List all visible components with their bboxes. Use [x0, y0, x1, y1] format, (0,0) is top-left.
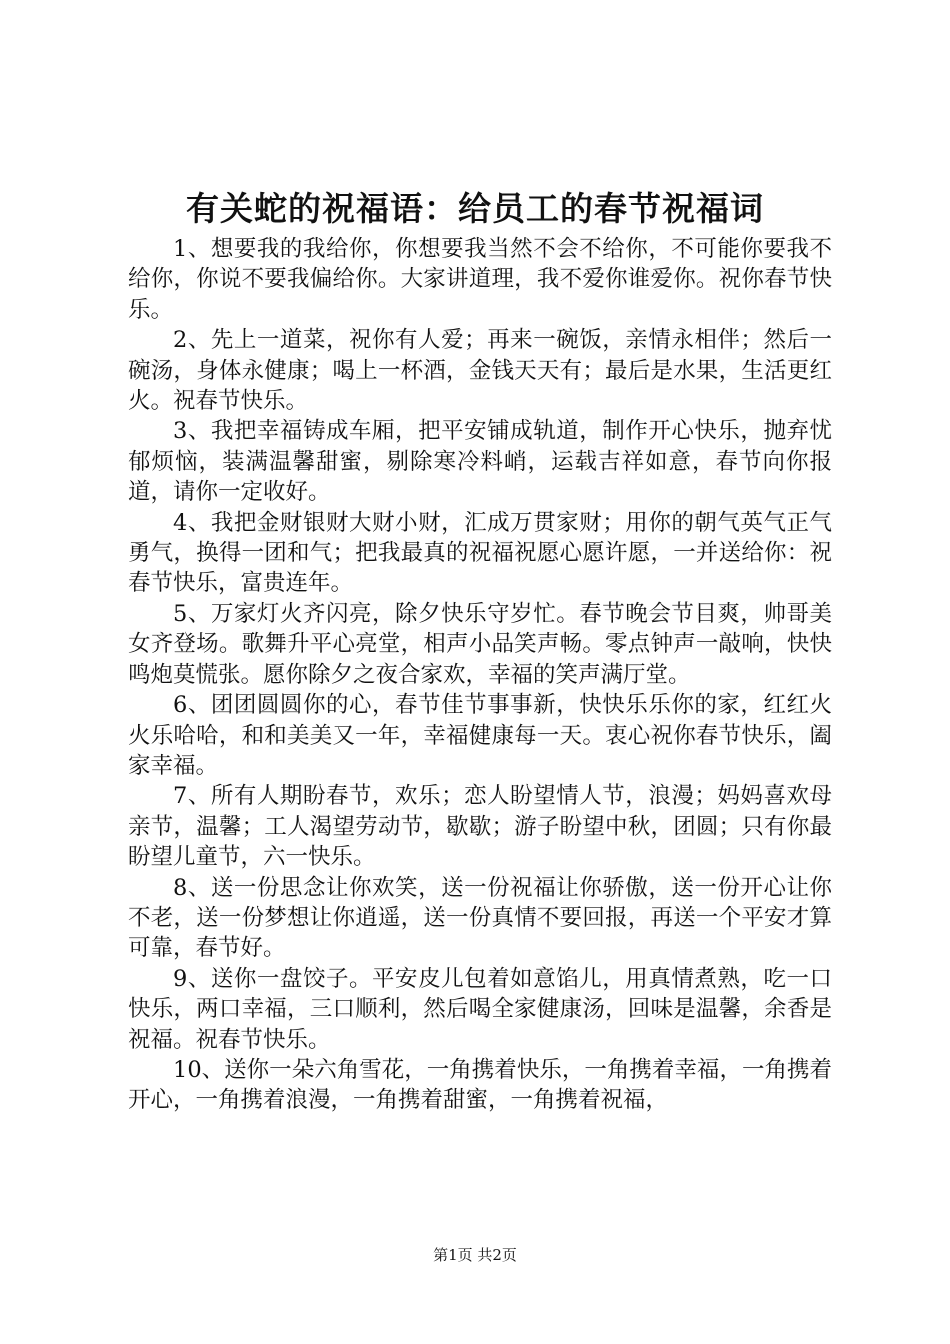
paragraph-1: 1、想要我的我给你，你想要我当然不会不给你，不可能你要我不给你，你说不要我偏给你。大家讲道理，我不爱你谁爱你。祝你春节快乐。: [128, 236, 832, 323]
page-number-footer: 第1页 共2页: [433, 1246, 517, 1264]
paragraph-7: 7、所有人期盼春节，欢乐；恋人盼望情人节，浪漫；妈妈喜欢母亲节，温馨；工人渴望劳动节，歇歇；游子盼望中秋，团圆；只有你最盼望儿童节，六一快乐。: [128, 783, 832, 871]
paragraph-10: 10、送你一朵六角雪花，一角携着快乐，一角携着幸福，一角携着开心，一角携着浪漫，一角携着甜蜜，一角携着祝福，: [128, 1056, 832, 1114]
document-title: 有关蛇的祝福语：给员工的春节祝福词: [186, 189, 764, 228]
paragraph-9: 9、送你一盘饺子。平安皮儿包着如意馅儿，用真情煮熟，吃一口快乐，两口幸福，三口顺利，然后喝全家健康汤，回味是温馨，余香是祝福。祝春节快乐。: [128, 965, 832, 1053]
paragraph-3: 3、我把幸福铸成车厢，把平安铺成轨道，制作开心快乐，抛弃忧郁烦恼，装满温馨甜蜜，剔除寒冷料峭，运载吉祥如意，春节向你报道，请你一定收好。: [128, 418, 832, 506]
paragraph-2: 2、先上一道菜，祝你有人爱；再来一碗饭，亲情永相伴；然后一碗汤，身体永健康；喝上一杯酒，金钱天天有；最后是水果，生活更红火。祝春节快乐。: [128, 327, 832, 415]
paragraph-4: 4、我把金财银财大财小财，汇成万贯家财；用你的朝气英气正气勇气，换得一团和气；把我最真的祝福祝愿心愿许愿，一并送给你：祝春节快乐，富贵连年。: [128, 509, 832, 597]
document-body: [128, 234, 832, 1116]
paragraph-5: 5、万家灯火齐闪亮，除夕快乐守岁忙。春节晚会节目爽，帅哥美女齐登场。歌舞升平心亮堂，相声小品笑声畅。零点钟声一敲响，快快鸣炮莫慌张。愿你除夕之夜合家欢，幸福的笑声满厅堂。: [128, 600, 832, 688]
paragraph-8: 8、送一份思念让你欢笑，送一份祝福让你骄傲，送一份开心让你不老，送一份梦想让你逍遥，送一份真情不要回报，再送一个平安才算可靠，春节好。: [128, 874, 832, 962]
paragraph-6: 6、团团圆圆你的心，春节佳节事事新，快快乐乐你的家，红红火火乐哈哈，和和美美又一年，幸福健康每一天。衷心祝你春节快乐，阖家幸福。: [128, 692, 832, 779]
